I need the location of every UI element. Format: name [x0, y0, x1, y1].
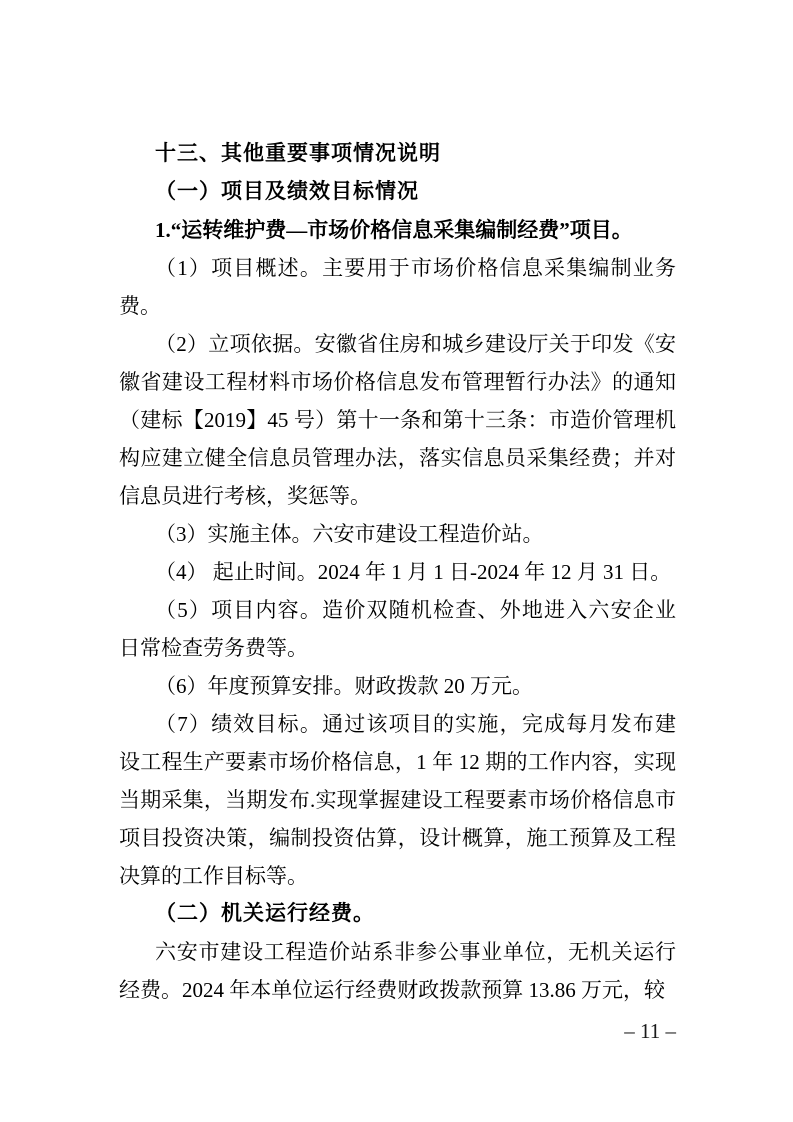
paragraph: [119, 173, 676, 211]
text-line: （1）项目概述。主要用于市场价格信息采集编制业务: [155, 256, 676, 280]
paragraph: [119, 933, 676, 1009]
paragraph: [119, 515, 676, 553]
paragraph: [119, 591, 676, 667]
paragraph: [119, 895, 676, 933]
text-line: 日常检查劳务费等。: [119, 636, 308, 660]
paragraph: [119, 135, 676, 173]
text-line: 构应建立健全信息员管理办法，落实信息员采集经费；并对: [119, 446, 676, 470]
text-line: （5）项目内容。造价双随机检查、外地进入六安企业: [155, 598, 676, 622]
text-line: 徽省建设工程材料市场价格信息发布管理暂行办法》的通知: [119, 370, 676, 394]
text-line: 项目投资决策，编制投资估算，设计概算，施工预算及工程: [119, 826, 676, 850]
paragraph: [119, 325, 676, 515]
text-line: （2）立项依据。安徽省住房和城乡建设厅关于印发《安: [155, 332, 676, 356]
page-number: [624, 1016, 676, 1046]
paragraph: [119, 705, 676, 895]
text-line: 1.“运转维护费—市场价格信息采集编制经费”项目。: [155, 218, 633, 242]
text-line: （建标【2019】45 号）第十一条和第十三条：市造价管理机: [119, 408, 676, 432]
text-line: （二）机关运行经费。: [155, 902, 375, 925]
text-line: 十三、其他重要事项情况说明: [155, 142, 441, 165]
text-line: （7）绩效目标。通过该项目的实施，完成每月发布建: [155, 712, 676, 736]
text-line: 当期采集，当期发布.实现掌握建设工程要素市场价格信息市: [119, 788, 676, 812]
document-content: [119, 135, 676, 1009]
text-line: （一）项目及绩效目标情况: [155, 180, 419, 203]
paragraph: [119, 553, 676, 591]
text-line: 设工程生产要素市场价格信息，1 年 12 期的工作内容，实现: [119, 750, 676, 774]
paragraph: [119, 249, 676, 325]
text-line: 六安市建设工程造价站系非参公事业单位，无机关运行: [155, 940, 676, 964]
text-line: 信息员进行考核，奖惩等。: [119, 484, 371, 508]
text-line: （6）年度预算安排。财政拨款 20 万元。: [155, 674, 533, 698]
text-line: （3）实施主体。六安市建设工程造价站。: [155, 522, 544, 546]
text-line: 经费。2024 年本单位运行经费财政拨款预算 13.86 万元，较: [119, 978, 665, 1002]
page-number-label: – 11 –: [624, 1019, 676, 1043]
paragraph: [119, 667, 676, 705]
paragraph: [119, 211, 676, 249]
text-line: 费。: [119, 294, 161, 318]
text-line: 决算的工作目标等。: [119, 864, 308, 888]
text-line: （4） 起止时间。2024 年 1 月 1 日-2024 年 12 月 31 日。: [155, 560, 672, 584]
